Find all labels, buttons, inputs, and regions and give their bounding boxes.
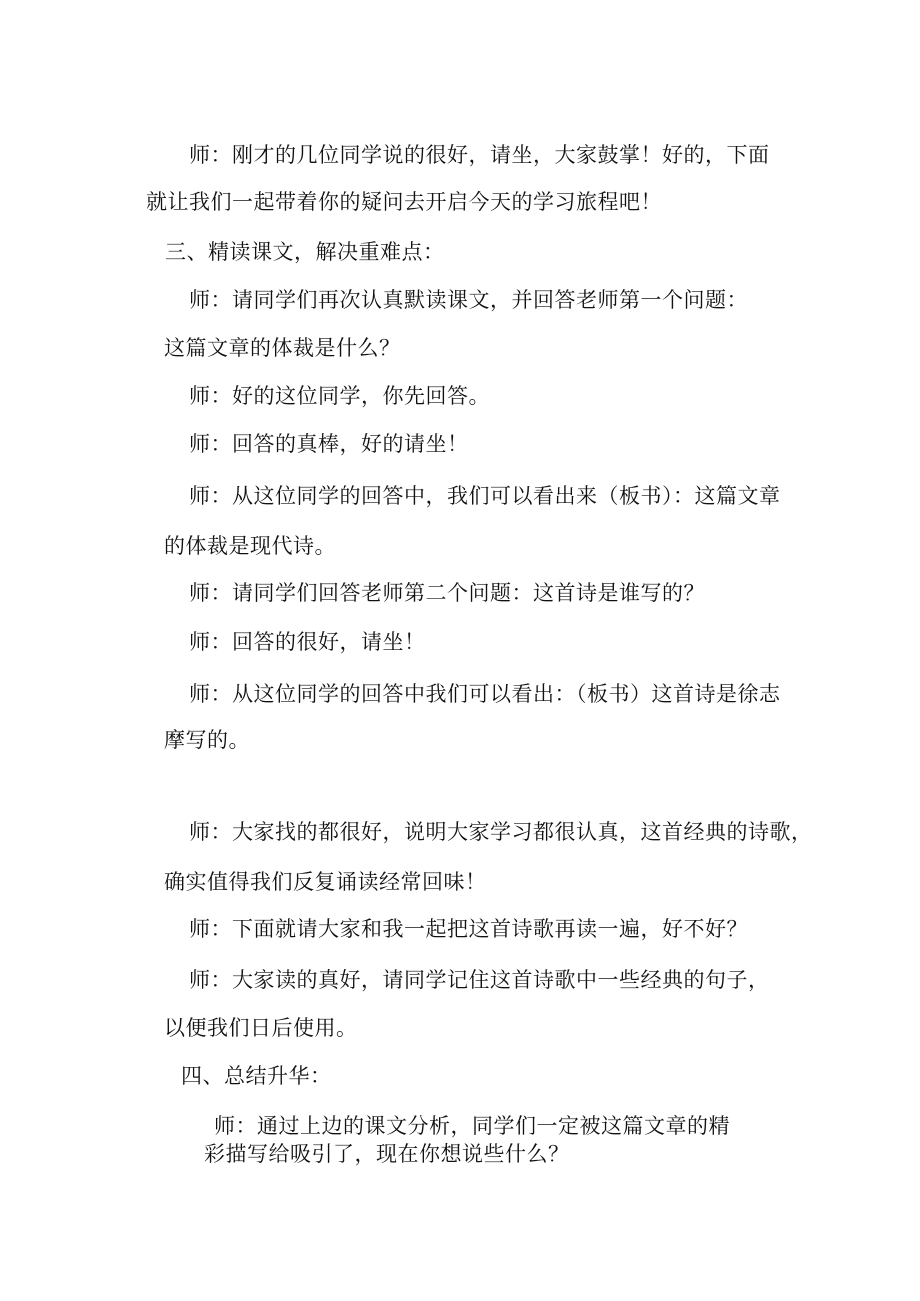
text-line: 师：回答的很好，请坐！ bbox=[189, 630, 426, 654]
text-line: 摩写的。 bbox=[164, 728, 250, 752]
text-line: 师：大家读的真好，请同学记住这首诗歌中一些经典的句子， bbox=[189, 968, 770, 992]
text-line: 师：从这位同学的回答中我们可以看出：（板书）这首诗是徐志 bbox=[189, 682, 781, 706]
text-line: 确实值得我们反复诵读经常回味！ bbox=[164, 870, 487, 894]
text-line: 彩描写给吸引了，现在你想说些什么？ bbox=[204, 1142, 570, 1166]
text-line: 师：大家找的都很好，说明大家学习都很认真，这首经典的诗歌， bbox=[189, 820, 813, 844]
text-line: 师：从这位同学的回答中，我们可以看出来（板书）：这篇文章 bbox=[189, 484, 781, 508]
text-line: 师：回答的真棒，好的请坐！ bbox=[189, 432, 469, 456]
section-heading: 四、总结升华： bbox=[181, 1064, 332, 1088]
text-line: 师：好的这位同学，你先回答。 bbox=[189, 384, 490, 408]
text-line: 师：请同学们回答老师第二个问题：这首诗是谁写的？ bbox=[189, 581, 705, 605]
text-line: 就让我们一起带着你的疑问去开启今天的学习旅程吧！ bbox=[146, 190, 662, 214]
text-line: 师：请同学们再次认真默读课文，并回答老师第一个问题： bbox=[189, 288, 748, 312]
text-line: 师：通过上边的课文分析，同学们一定被这篇文章的精 bbox=[214, 1114, 730, 1138]
text-line: 师：刚才的几位同学说的很好，请坐，大家鼓掌！好的，下面 bbox=[189, 143, 770, 167]
text-line: 的体裁是现代诗。 bbox=[164, 534, 336, 558]
section-heading: 三、精读课文，解决重难点： bbox=[165, 240, 445, 264]
text-line: 以便我们日后使用。 bbox=[164, 1016, 358, 1040]
text-line: 这篇文章的体裁是什么？ bbox=[164, 336, 401, 360]
text-line: 师：下面就请大家和我一起把这首诗歌再读一遍，好不好？ bbox=[189, 917, 748, 941]
